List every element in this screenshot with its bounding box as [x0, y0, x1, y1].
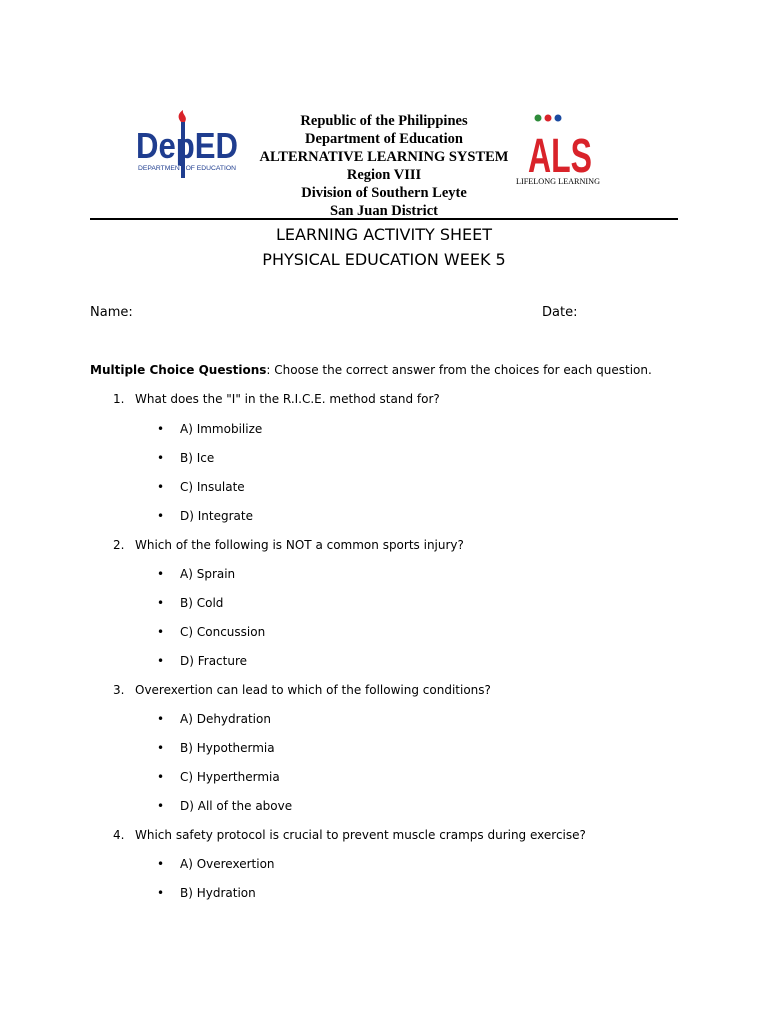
answer-option-text: D) Integrate — [180, 509, 253, 523]
bullet-icon: • — [157, 625, 165, 639]
bullet-icon: • — [157, 422, 165, 436]
header-divider — [90, 218, 678, 220]
bullet-icon: • — [157, 886, 165, 900]
instructions — [90, 363, 652, 377]
header-program: ALTERNATIVE LEARNING SYSTEM — [259, 149, 509, 165]
answer-option-text: A) Sprain — [180, 567, 236, 581]
question-number: 2. — [113, 538, 125, 552]
sheet-title: LEARNING ACTIVITY SHEET — [275, 225, 493, 244]
bullet-icon: • — [157, 857, 165, 871]
bullet-icon: • — [157, 567, 165, 581]
bullet-icon: • — [157, 480, 165, 494]
bullet-icon: • — [157, 596, 165, 610]
answer-option-text: B) Hydration — [180, 886, 256, 900]
als-logo-text: ALS — [528, 130, 592, 183]
question-text: Which safety protocol is crucial to prevent muscle cramps during exercise? — [135, 828, 586, 842]
answer-option-text: C) Hyperthermia — [180, 770, 280, 784]
answer-option-text: C) Insulate — [180, 480, 245, 494]
header-department: Department of Education — [305, 131, 463, 147]
answer-option-text: A) Immobilize — [180, 422, 263, 436]
bullet-icon: • — [157, 654, 165, 668]
header-republic: Republic of the Philippines — [300, 113, 468, 129]
answer-option-text: A) Overexertion — [180, 857, 275, 871]
answer-option-text: B) Cold — [180, 596, 224, 610]
question-text: Which of the following is NOT a common sports injury? — [135, 538, 464, 552]
bullet-icon: • — [157, 770, 165, 784]
question-text: What does the "I" in the R.I.C.E. method stand for? — [135, 392, 440, 406]
name-label: Name: — [90, 305, 133, 320]
question-number: 4. — [113, 828, 125, 842]
als-logo-subtext: LIFELONG LEARNING — [516, 177, 601, 186]
header-district: San Juan District — [330, 203, 438, 219]
question-number: 1. — [113, 392, 125, 406]
answer-option-text: D) All of the above — [180, 799, 293, 813]
bullet-icon: • — [157, 799, 165, 813]
bullet-icon: • — [157, 451, 165, 465]
answer-option-text: B) Ice — [180, 451, 215, 465]
document-header — [0, 112, 768, 220]
sheet-subtitle: PHYSICAL EDUCATION WEEK 5 — [262, 250, 506, 269]
instructions-text: : Choose the correct answer from the choices for each question. — [266, 363, 652, 377]
deped-logo-text: DepED — [136, 125, 238, 166]
header-region: Region VIII — [346, 167, 422, 183]
bullet-icon: • — [157, 741, 165, 755]
answer-option-text: D) Fracture — [180, 654, 248, 668]
bullet-icon: • — [157, 712, 165, 726]
question-text: Overexertion can lead to which of the following conditions? — [135, 683, 491, 697]
instructions-heading: Multiple Choice Questions — [90, 363, 267, 377]
answer-option-text: A) Dehydration — [180, 712, 271, 726]
answer-option-text: C) Concussion — [180, 625, 266, 639]
header-division: Division of Southern Leyte — [301, 185, 467, 201]
bullet-icon: • — [157, 509, 165, 523]
date-label: Date: — [542, 305, 578, 320]
question-number: 3. — [113, 683, 125, 697]
deped-logo-subtext: DEPARTMENT OF EDUCATION — [138, 165, 237, 172]
answer-option-text: B) Hypothermia — [180, 741, 275, 755]
